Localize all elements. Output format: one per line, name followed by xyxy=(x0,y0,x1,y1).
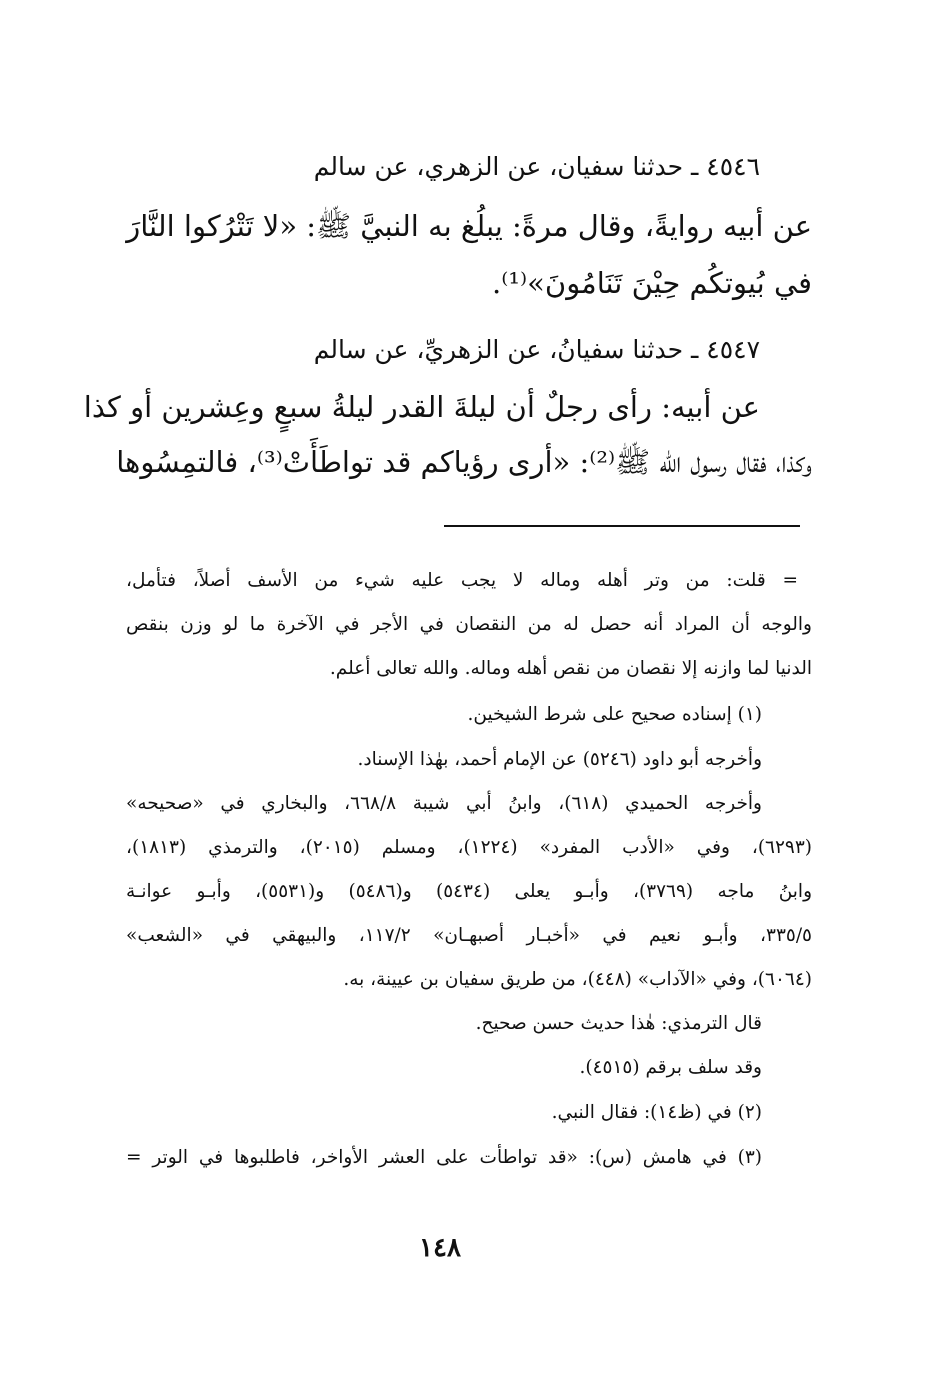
footnote-line: وقد سلف برقم (٤٥١٥). xyxy=(579,1057,762,1078)
footnote-line: (٣) في هامش (س): «قد تواطأت على العشر الأواخر، فاطلبوها في الوتر = xyxy=(126,1147,762,1168)
footnote-line: وأخرجه الحميدي (٦١٨)، وابنُ أبي شيبة ٦٦٨/٨، والبخاري في «صحيحه» xyxy=(126,793,762,814)
footnote-line: قال الترمذي: هٰذا حديث حسن صحيح. xyxy=(475,1013,762,1034)
footnote-line: (١) إسناده صحيح على شرط الشيخين. xyxy=(467,704,762,725)
footnote-line: ٣٣٥/٥، وأبـو نعيم في «أخبـار أصبهـان» ١١٧/٢، والبيهقي في «الشعب» xyxy=(126,925,812,946)
hadith-heading: ٤٥٤٦ ـ حدثنا سفيان، عن الزهري، عن سالم xyxy=(313,152,760,181)
footnote-line: وابنُ ماجه (٣٧٦٩)، وأبـو يعلى (٥٤٣٤) و(٥٤٨٦) و(٥٥٣١)، وأبـو عوانـة xyxy=(126,881,813,902)
footnote-line: (٦٠٦٤)، وفي «الآداب» (٤٤٨)، من طريق سفيان بن عيينة، به. xyxy=(343,969,812,990)
footnote-separator xyxy=(444,525,800,527)
footnote-line: الدنيا لما وازنه إلا نقصان من نقص أهله وماله. والله تعالى أعلم. xyxy=(329,658,812,679)
footnote-line: (٢) في (ظ١٤): فقال النبي. xyxy=(551,1102,762,1123)
hadith-text-line: عن أبيه روايةً، وقال مرةً: يبلُغ به النبيَّ ﷺ: «لا تَتْرُكوا النَّارَ xyxy=(126,209,812,243)
hadith-text-line: في بُيوتكُم حِيْنَ تَنَامُونَ»⁽¹⁾. xyxy=(492,266,812,300)
footnote-line: = قلت: من وتر أهله وماله لا يجب عليه شيء من الأسف أصلاً، فتأمل، xyxy=(126,570,798,591)
footnote-line: وأخرجه أبو داود (٥٢٤٦) عن الإمام أحمد، بهٰذا الإسناد. xyxy=(357,749,762,770)
hadith-text-line: وكذا، فقال رسول الله ﷺ⁽²⁾: «أرى رؤياكم قد تواطَأَتْ⁽³⁾، فالتمِسُوها xyxy=(116,445,812,479)
page-number: ١٤٨ xyxy=(419,1233,461,1263)
footnote-line: والوجه أن المراد أنه حصل له من النقصان في الأجر في الآخرة ما لو وزن بنقص xyxy=(126,614,812,635)
hadith-text-line: عن أبيه: رأى رجلٌ أن ليلةَ القدر ليلةُ سبعٍ وعِشرين أو كذا xyxy=(83,390,760,424)
hadith-heading: ٤٥٤٧ ـ حدثنا سفيانُ، عن الزهريِّ، عن سالم xyxy=(313,335,760,364)
footnote-line: (٦٢٩٣)، وفي «الأدب المفرد» (١٢٢٤)، ومسلم (٢٠١٥)، والترمذي (١٨١٣)، xyxy=(126,837,813,858)
